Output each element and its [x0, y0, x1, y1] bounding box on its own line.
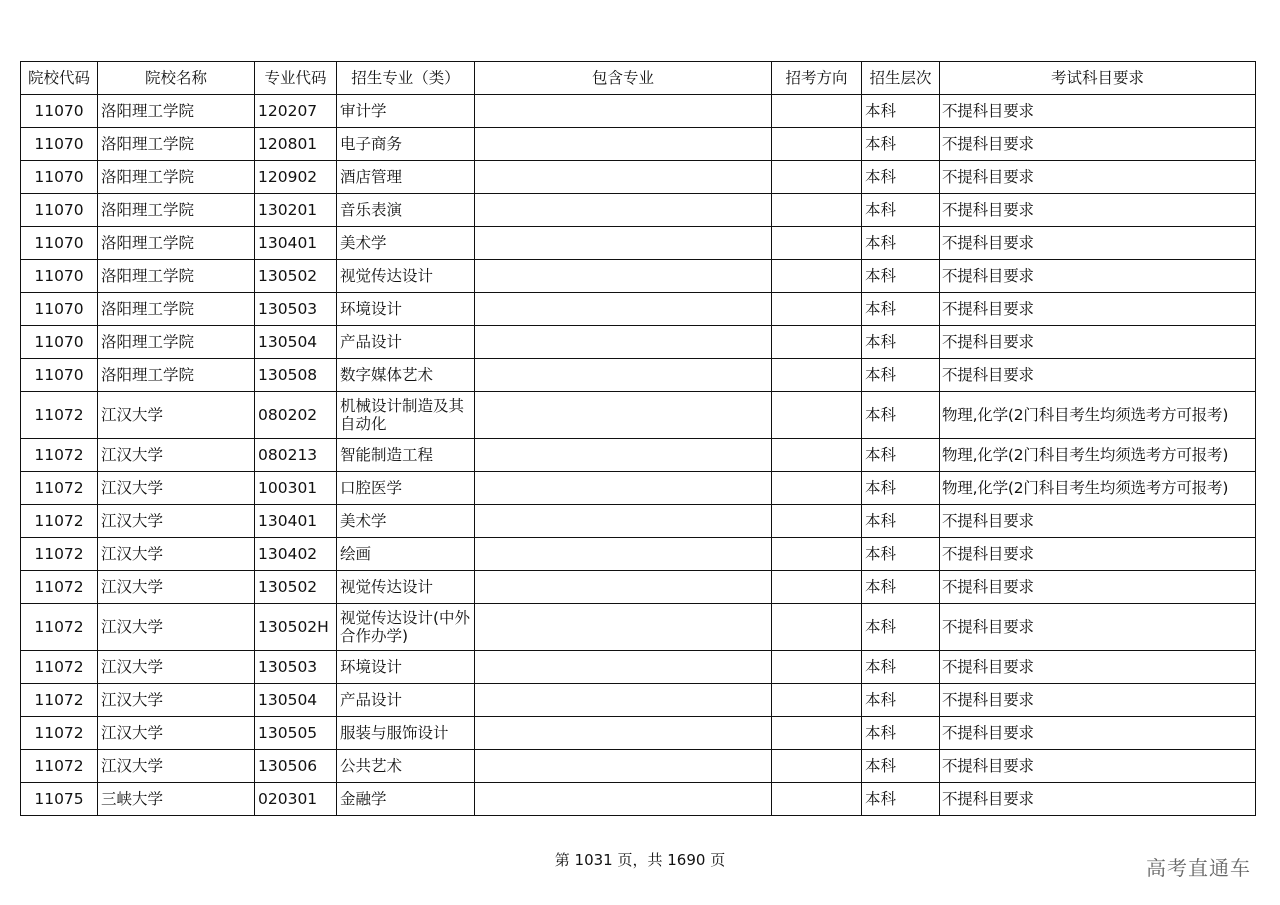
- cell-major-code: 130502: [255, 260, 337, 293]
- cell-school-name: 洛阳理工学院: [98, 128, 255, 161]
- cell-major-code: 120801: [255, 128, 337, 161]
- cell-major: 视觉传达设计(中外合作办学): [337, 604, 475, 651]
- cell-direction: [772, 538, 862, 571]
- cell-requirement: 不提科目要求: [940, 750, 1256, 783]
- cell-school-name: 洛阳理工学院: [98, 227, 255, 260]
- cell-included-majors: [475, 684, 772, 717]
- cell-major-code: 130401: [255, 505, 337, 538]
- cell-school-name: 洛阳理工学院: [98, 95, 255, 128]
- cell-major-code: 130502H: [255, 604, 337, 651]
- cell-level: 本科: [862, 161, 940, 194]
- header-level: 招生层次: [862, 62, 940, 95]
- cell-requirement: 不提科目要求: [940, 227, 1256, 260]
- cell-direction: [772, 392, 862, 439]
- cell-major-code: 080202: [255, 392, 337, 439]
- cell-included-majors: [475, 161, 772, 194]
- cell-included-majors: [475, 717, 772, 750]
- cell-major: 绘画: [337, 538, 475, 571]
- cell-direction: [772, 783, 862, 816]
- cell-included-majors: [475, 260, 772, 293]
- cell-major-code: 100301: [255, 472, 337, 505]
- cell-level: 本科: [862, 538, 940, 571]
- table-row: [21, 326, 1256, 359]
- cell-level: 本科: [862, 227, 940, 260]
- cell-school-code: 11070: [21, 161, 98, 194]
- cell-major-code: 130503: [255, 293, 337, 326]
- cell-included-majors: [475, 392, 772, 439]
- table-row: [21, 750, 1256, 783]
- cell-level: 本科: [862, 651, 940, 684]
- table-body: [21, 95, 1256, 816]
- cell-major-code: 130401: [255, 227, 337, 260]
- cell-included-majors: [475, 651, 772, 684]
- cell-requirement: 不提科目要求: [940, 571, 1256, 604]
- table-row: [21, 472, 1256, 505]
- cell-school-code: 11072: [21, 571, 98, 604]
- cell-school-code: 11072: [21, 651, 98, 684]
- cell-major: 视觉传达设计: [337, 571, 475, 604]
- cell-major: 美术学: [337, 227, 475, 260]
- cell-school-name: 洛阳理工学院: [98, 326, 255, 359]
- cell-school-code: 11070: [21, 293, 98, 326]
- cell-school-name: 洛阳理工学院: [98, 260, 255, 293]
- cell-direction: [772, 684, 862, 717]
- cell-direction: [772, 717, 862, 750]
- cell-major-code: 130402: [255, 538, 337, 571]
- cell-school-code: 11072: [21, 604, 98, 651]
- cell-included-majors: [475, 128, 772, 161]
- cell-level: 本科: [862, 571, 940, 604]
- admission-table: [20, 61, 1256, 816]
- cell-major-code: 130508: [255, 359, 337, 392]
- cell-level: 本科: [862, 293, 940, 326]
- cell-major: 公共艺术: [337, 750, 475, 783]
- cell-school-code: 11070: [21, 194, 98, 227]
- cell-requirement: 不提科目要求: [940, 326, 1256, 359]
- cell-school-code: 11072: [21, 684, 98, 717]
- cell-major: 审计学: [337, 95, 475, 128]
- table-row: [21, 651, 1256, 684]
- cell-requirement: 物理,化学(2门科目考生均须选考方可报考): [940, 472, 1256, 505]
- cell-major-code: 120207: [255, 95, 337, 128]
- cell-major: 智能制造工程: [337, 439, 475, 472]
- cell-included-majors: [475, 194, 772, 227]
- header-school-code: 院校代码: [21, 62, 98, 95]
- table-row: [21, 359, 1256, 392]
- cell-requirement: 不提科目要求: [940, 293, 1256, 326]
- cell-major: 金融学: [337, 783, 475, 816]
- cell-requirement: 不提科目要求: [940, 684, 1256, 717]
- cell-major-code: 130506: [255, 750, 337, 783]
- cell-requirement: 不提科目要求: [940, 95, 1256, 128]
- cell-major: 产品设计: [337, 684, 475, 717]
- cell-included-majors: [475, 439, 772, 472]
- cell-requirement: 不提科目要求: [940, 717, 1256, 750]
- cell-school-code: 11072: [21, 538, 98, 571]
- cell-included-majors: [475, 750, 772, 783]
- table-row: [21, 392, 1256, 439]
- cell-direction: [772, 472, 862, 505]
- cell-school-name: 江汉大学: [98, 604, 255, 651]
- table-row: [21, 260, 1256, 293]
- cell-level: 本科: [862, 604, 940, 651]
- cell-direction: [772, 293, 862, 326]
- cell-requirement: 物理,化学(2门科目考生均须选考方可报考): [940, 439, 1256, 472]
- page-number: 第 1031 页，共 1690 页: [554, 851, 726, 869]
- cell-major: 环境设计: [337, 651, 475, 684]
- cell-major-code: 130502: [255, 571, 337, 604]
- cell-major-code: 130505: [255, 717, 337, 750]
- cell-direction: [772, 128, 862, 161]
- cell-included-majors: [475, 326, 772, 359]
- cell-school-code: 11070: [21, 359, 98, 392]
- cell-level: 本科: [862, 684, 940, 717]
- cell-school-name: 三峡大学: [98, 783, 255, 816]
- cell-level: 本科: [862, 359, 940, 392]
- cell-requirement: 物理,化学(2门科目考生均须选考方可报考): [940, 392, 1256, 439]
- cell-included-majors: [475, 604, 772, 651]
- cell-school-name: 洛阳理工学院: [98, 194, 255, 227]
- cell-included-majors: [475, 571, 772, 604]
- cell-school-code: 11070: [21, 95, 98, 128]
- cell-direction: [772, 260, 862, 293]
- cell-school-name: 江汉大学: [98, 439, 255, 472]
- header-row: [21, 62, 1256, 95]
- cell-level: 本科: [862, 95, 940, 128]
- cell-direction: [772, 651, 862, 684]
- cell-included-majors: [475, 95, 772, 128]
- table-row: [21, 505, 1256, 538]
- cell-major-code: 120902: [255, 161, 337, 194]
- cell-school-name: 江汉大学: [98, 538, 255, 571]
- cell-direction: [772, 194, 862, 227]
- cell-major: 视觉传达设计: [337, 260, 475, 293]
- table-row: [21, 604, 1256, 651]
- cell-school-code: 11072: [21, 392, 98, 439]
- cell-level: 本科: [862, 472, 940, 505]
- cell-direction: [772, 750, 862, 783]
- cell-major: 产品设计: [337, 326, 475, 359]
- cell-requirement: 不提科目要求: [940, 260, 1256, 293]
- cell-direction: [772, 161, 862, 194]
- cell-level: 本科: [862, 505, 940, 538]
- cell-direction: [772, 604, 862, 651]
- table-row: [21, 717, 1256, 750]
- cell-included-majors: [475, 505, 772, 538]
- watermark: 高考直通车: [1146, 856, 1251, 880]
- cell-school-code: 11070: [21, 227, 98, 260]
- cell-level: 本科: [862, 392, 940, 439]
- cell-school-code: 11072: [21, 717, 98, 750]
- cell-major: 美术学: [337, 505, 475, 538]
- table-row: [21, 538, 1256, 571]
- cell-school-name: 江汉大学: [98, 392, 255, 439]
- table-row: [21, 571, 1256, 604]
- cell-school-code: 11070: [21, 326, 98, 359]
- cell-major: 环境设计: [337, 293, 475, 326]
- cell-school-name: 江汉大学: [98, 472, 255, 505]
- cell-requirement: 不提科目要求: [940, 161, 1256, 194]
- cell-level: 本科: [862, 260, 940, 293]
- cell-level: 本科: [862, 128, 940, 161]
- cell-level: 本科: [862, 194, 940, 227]
- cell-school-name: 江汉大学: [98, 651, 255, 684]
- cell-school-name: 江汉大学: [98, 505, 255, 538]
- cell-requirement: 不提科目要求: [940, 359, 1256, 392]
- cell-major-code: 080213: [255, 439, 337, 472]
- table-row: [21, 95, 1256, 128]
- cell-major: 机械设计制造及其自动化: [337, 392, 475, 439]
- table-row: [21, 194, 1256, 227]
- cell-major: 数字媒体艺术: [337, 359, 475, 392]
- cell-school-name: 江汉大学: [98, 684, 255, 717]
- cell-requirement: 不提科目要求: [940, 194, 1256, 227]
- cell-level: 本科: [862, 439, 940, 472]
- cell-included-majors: [475, 472, 772, 505]
- cell-school-code: 11070: [21, 260, 98, 293]
- cell-major: 音乐表演: [337, 194, 475, 227]
- cell-direction: [772, 359, 862, 392]
- header-school-name: 院校名称: [98, 62, 255, 95]
- cell-school-name: 江汉大学: [98, 571, 255, 604]
- cell-major: 酒店管理: [337, 161, 475, 194]
- cell-requirement: 不提科目要求: [940, 651, 1256, 684]
- table-row: [21, 161, 1256, 194]
- cell-major: 电子商务: [337, 128, 475, 161]
- cell-school-code: 11075: [21, 783, 98, 816]
- cell-requirement: 不提科目要求: [940, 604, 1256, 651]
- cell-school-code: 11072: [21, 472, 98, 505]
- cell-major-code: 130504: [255, 684, 337, 717]
- cell-school-code: 11072: [21, 439, 98, 472]
- cell-included-majors: [475, 359, 772, 392]
- cell-school-name: 洛阳理工学院: [98, 161, 255, 194]
- cell-major-code: 130201: [255, 194, 337, 227]
- table-row: [21, 128, 1256, 161]
- header-included-majors: 包含专业: [475, 62, 772, 95]
- cell-major: 服装与服饰设计: [337, 717, 475, 750]
- cell-school-name: 江汉大学: [98, 750, 255, 783]
- cell-included-majors: [475, 293, 772, 326]
- cell-included-majors: [475, 783, 772, 816]
- header-requirement: 考试科目要求: [940, 62, 1256, 95]
- cell-major-code: 020301: [255, 783, 337, 816]
- cell-school-name: 江汉大学: [98, 717, 255, 750]
- cell-school-code: 11072: [21, 750, 98, 783]
- table-row: [21, 293, 1256, 326]
- cell-direction: [772, 227, 862, 260]
- cell-direction: [772, 505, 862, 538]
- table-row: [21, 439, 1256, 472]
- table-row: [21, 684, 1256, 717]
- cell-school-code: 11072: [21, 505, 98, 538]
- cell-direction: [772, 439, 862, 472]
- cell-direction: [772, 326, 862, 359]
- header-major-code: 专业代码: [255, 62, 337, 95]
- cell-included-majors: [475, 538, 772, 571]
- cell-major: 口腔医学: [337, 472, 475, 505]
- table-row: [21, 227, 1256, 260]
- cell-level: 本科: [862, 326, 940, 359]
- cell-requirement: 不提科目要求: [940, 128, 1256, 161]
- cell-level: 本科: [862, 717, 940, 750]
- cell-included-majors: [475, 227, 772, 260]
- cell-level: 本科: [862, 750, 940, 783]
- table-row: [21, 783, 1256, 816]
- cell-school-name: 洛阳理工学院: [98, 293, 255, 326]
- cell-direction: [772, 95, 862, 128]
- cell-school-code: 11070: [21, 128, 98, 161]
- cell-requirement: 不提科目要求: [940, 538, 1256, 571]
- cell-direction: [772, 571, 862, 604]
- header-major: 招生专业（类）: [337, 62, 475, 95]
- cell-major-code: 130503: [255, 651, 337, 684]
- cell-requirement: 不提科目要求: [940, 505, 1256, 538]
- cell-school-name: 洛阳理工学院: [98, 359, 255, 392]
- cell-major-code: 130504: [255, 326, 337, 359]
- header-direction: 招考方向: [772, 62, 862, 95]
- cell-level: 本科: [862, 783, 940, 816]
- cell-requirement: 不提科目要求: [940, 783, 1256, 816]
